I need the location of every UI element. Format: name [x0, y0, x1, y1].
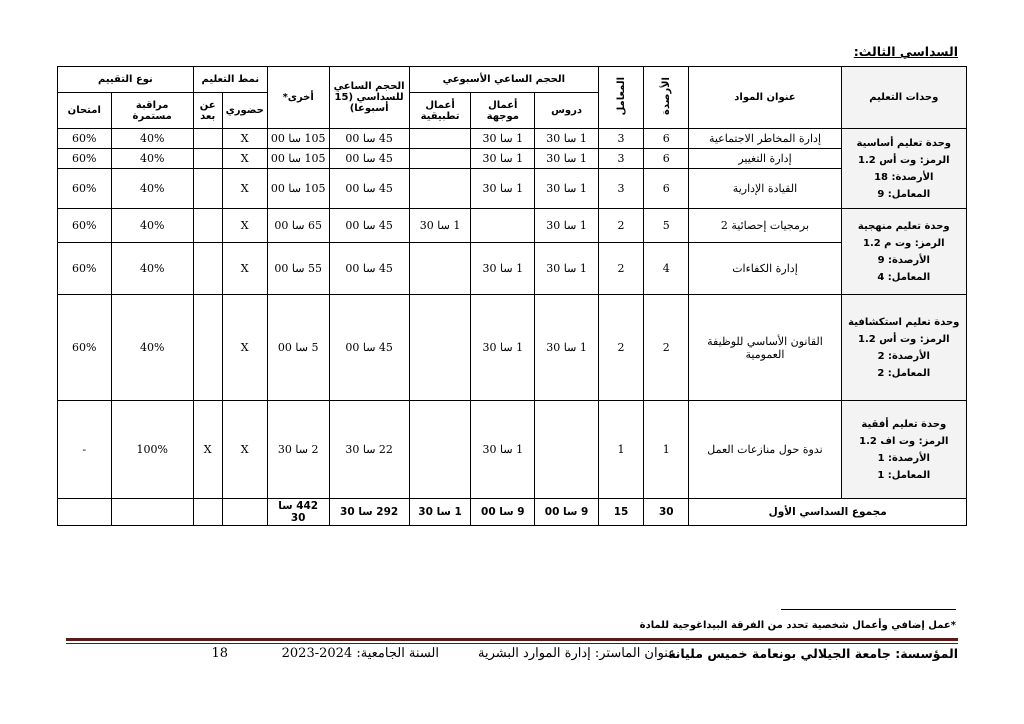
- header-practical-work: أعمال تطبيقية: [409, 93, 471, 129]
- table-row: [58, 129, 967, 149]
- semester-hours-cell: 45 سا 00: [329, 295, 409, 401]
- unit-credits: الأرصدة: 1: [877, 452, 930, 464]
- total-semester-hours: 292 سا 30: [329, 499, 409, 526]
- header-evaluation: نوع التقييم: [58, 67, 194, 93]
- semester-heading: السداسي الثالث:: [853, 44, 958, 59]
- other-cell: 105 سا 00: [267, 149, 329, 169]
- subject-title: إدارة الكفاءات: [689, 243, 841, 295]
- footer-divider-thin: [66, 643, 958, 644]
- continuous-cell: 40%: [111, 129, 193, 149]
- table-row: [58, 243, 967, 295]
- continuous-cell: 40%: [111, 295, 193, 401]
- directed-cell: 1 سا 30: [471, 169, 535, 209]
- remote-cell: [193, 129, 222, 149]
- credits-cell: 1: [644, 401, 689, 499]
- remote-cell: [193, 295, 222, 401]
- unit-code: الرمز: وت أس 1.2: [858, 333, 950, 345]
- practical-cell: [409, 243, 471, 295]
- table-row: [58, 169, 967, 209]
- in-person-cell: X: [222, 243, 267, 295]
- header-remote: عن بعد: [193, 93, 222, 129]
- continuous-cell: 40%: [111, 243, 193, 295]
- continuous-cell: 40%: [111, 149, 193, 169]
- header-units: وحدات التعليم: [841, 67, 966, 129]
- continuous-cell: 100%: [111, 401, 193, 499]
- exam-cell: 60%: [58, 243, 112, 295]
- credits-cell: 6: [644, 149, 689, 169]
- subject-title: القيادة الإدارية: [689, 169, 841, 209]
- header-lessons: دروس: [535, 93, 599, 129]
- total-exam: [58, 499, 112, 526]
- table-row: [58, 295, 967, 401]
- total-remote: [193, 499, 222, 526]
- directed-cell: 1 سا 30: [471, 149, 535, 169]
- continuous-cell: 40%: [111, 209, 193, 243]
- coefficient-cell: 3: [598, 129, 643, 149]
- in-person-cell: X: [222, 209, 267, 243]
- header-exam: امتحان: [58, 93, 112, 129]
- directed-cell: 1 سا 30: [471, 243, 535, 295]
- directed-cell: 1 سا 30: [471, 401, 535, 499]
- subject-title: إدارة التغيير: [689, 149, 841, 169]
- lessons-cell: 1 سا 30: [535, 169, 599, 209]
- total-lessons: 9 سا 00: [535, 499, 599, 526]
- coefficient-cell: 1: [598, 401, 643, 499]
- directed-cell: 1 سا 30: [471, 129, 535, 149]
- footer-divider-thick: [66, 638, 958, 641]
- semester-hours-cell: 45 سا 00: [329, 129, 409, 149]
- other-cell: 5 سا 00: [267, 295, 329, 401]
- semester-hours-cell: 45 سا 00: [329, 169, 409, 209]
- footnote: *عمل إضافي وأعمال شخصية تحدد من الفرقة البيداغوجية للمادة: [639, 620, 956, 631]
- header-directed-work: أعمال موجهة: [471, 93, 535, 129]
- lessons-cell: 1 سا 30: [535, 129, 599, 149]
- practical-cell: [409, 149, 471, 169]
- exam-cell: 60%: [58, 169, 112, 209]
- unit-name: وحدة تعليم منهجية: [857, 220, 950, 232]
- in-person-cell: X: [222, 149, 267, 169]
- unit-name: وحدة تعليم استكشافية: [848, 316, 960, 328]
- total-practical: 1 سا 30: [409, 499, 471, 526]
- unit-name: وحدة تعليم أفقية: [861, 418, 947, 430]
- credits-cell: 2: [644, 295, 689, 401]
- coefficient-cell: 2: [598, 295, 643, 401]
- page-number: 18: [211, 646, 228, 661]
- lessons-cell: [535, 401, 599, 499]
- exam-cell: 60%: [58, 209, 112, 243]
- remote-cell: [193, 209, 222, 243]
- other-cell: 105 سا 00: [267, 169, 329, 209]
- total-coefficient: 15: [598, 499, 643, 526]
- exam-cell: 60%: [58, 129, 112, 149]
- credits-cell: 5: [644, 209, 689, 243]
- semester-hours-cell: 45 سا 00: [329, 243, 409, 295]
- subject-title: إدارة المخاطر الاجتماعية: [689, 129, 841, 149]
- practical-cell: [409, 129, 471, 149]
- in-person-cell: X: [222, 169, 267, 209]
- unit-cell: [841, 401, 966, 499]
- subject-title: القانون الأساسي للوظيفة العمومية: [689, 295, 841, 401]
- credits-cell: 6: [644, 129, 689, 149]
- lessons-cell: 1 سا 30: [535, 149, 599, 169]
- credits-cell: 6: [644, 169, 689, 209]
- unit-credits: الأرصدة: 18: [874, 171, 934, 183]
- lessons-cell: 1 سا 30: [535, 209, 599, 243]
- unit-coefficient: المعامل: 2: [877, 367, 931, 379]
- header-credits-label: الأرصدة: [660, 77, 672, 115]
- exam-cell: 60%: [58, 149, 112, 169]
- exam-cell: 60%: [58, 295, 112, 401]
- unit-cell: [841, 209, 966, 295]
- table-row: [58, 149, 967, 169]
- header-other: أخرى*: [267, 67, 329, 129]
- unit-coefficient: المعامل: 1: [877, 469, 931, 481]
- other-cell: 2 سا 30: [267, 401, 329, 499]
- header-weekly-hours: الحجم الساعي الأسبوعي: [409, 67, 598, 93]
- coefficient-cell: 2: [598, 209, 643, 243]
- lessons-cell: 1 سا 30: [535, 295, 599, 401]
- lessons-cell: 1 سا 30: [535, 243, 599, 295]
- other-cell: 55 سا 00: [267, 243, 329, 295]
- header-subject: عنوان المواد: [689, 67, 841, 129]
- total-row: [58, 499, 967, 526]
- subject-title: برمجيات إحصائية 2: [689, 209, 841, 243]
- header-teaching-mode: نمط التعليم: [193, 67, 267, 93]
- remote-cell: [193, 169, 222, 209]
- unit-credits: الأرصدة: 2: [877, 350, 930, 362]
- table-row: [58, 401, 967, 499]
- semester-hours-cell: 45 سا 00: [329, 149, 409, 169]
- header-coefficient-label: المعامل: [615, 76, 627, 116]
- practical-cell: [409, 295, 471, 401]
- header-continuous: مراقبة مستمرة: [111, 93, 193, 129]
- directed-cell: [471, 209, 535, 243]
- total-continuous: [111, 499, 193, 526]
- directed-cell: 1 سا 30: [471, 295, 535, 401]
- total-directed: 9 سا 00: [471, 499, 535, 526]
- practical-cell: 1 سا 30: [409, 209, 471, 243]
- in-person-cell: X: [222, 295, 267, 401]
- table-row: [58, 209, 967, 243]
- total-label: مجموع السداسي الأول: [689, 499, 967, 526]
- header-in-person: حضوري: [222, 93, 267, 129]
- header-credits: [644, 67, 689, 129]
- header-coefficient: [598, 67, 643, 129]
- continuous-cell: 40%: [111, 169, 193, 209]
- remote-cell: [193, 149, 222, 169]
- coefficient-cell: 3: [598, 149, 643, 169]
- footnote-divider: [781, 609, 956, 610]
- unit-code: الرمز: وت أس 1.2: [858, 154, 950, 166]
- curriculum-table: [57, 66, 967, 526]
- total-in-person: [222, 499, 267, 526]
- unit-coefficient: المعامل: 9: [877, 188, 931, 200]
- semester-hours-cell: 22 سا 30: [329, 401, 409, 499]
- subject-title: ندوة حول منازعات العمل: [689, 401, 841, 499]
- footer-academic-year: السنة الجامعية: 2024-2023: [281, 646, 439, 661]
- in-person-cell: X: [222, 401, 267, 499]
- practical-cell: [409, 401, 471, 499]
- in-person-cell: X: [222, 129, 267, 149]
- unit-code: الرمز: وت م 1.2: [862, 237, 945, 249]
- remote-cell: [193, 243, 222, 295]
- page-footer: [66, 646, 958, 666]
- coefficient-cell: 2: [598, 243, 643, 295]
- footer-master-title: عنوان الماستر: إدارة الموارد البشرية: [478, 646, 676, 661]
- unit-credits: الأرصدة: 9: [877, 254, 930, 266]
- unit-name: وحدة تعليم أساسية: [856, 137, 952, 149]
- other-cell: 105 سا 00: [267, 129, 329, 149]
- coefficient-cell: 3: [598, 169, 643, 209]
- credits-cell: 4: [644, 243, 689, 295]
- unit-cell: [841, 129, 966, 209]
- practical-cell: [409, 169, 471, 209]
- exam-cell: -: [58, 401, 112, 499]
- unit-code: الرمز: وت اف 1.2: [859, 435, 949, 447]
- total-credits: 30: [644, 499, 689, 526]
- total-other: 442 سا 30: [267, 499, 329, 526]
- semester-hours-cell: 45 سا 00: [329, 209, 409, 243]
- footer-institution: المؤسسة: جامعة الجيلالي بونعامة خميس مليانة: [668, 646, 958, 661]
- header-semester-hours: الحجم الساعي للسداسي (15 أسبوعا): [329, 67, 409, 129]
- unit-cell: [841, 295, 966, 401]
- unit-coefficient: المعامل: 4: [877, 271, 931, 283]
- other-cell: 65 سا 00: [267, 209, 329, 243]
- remote-cell: X: [193, 401, 222, 499]
